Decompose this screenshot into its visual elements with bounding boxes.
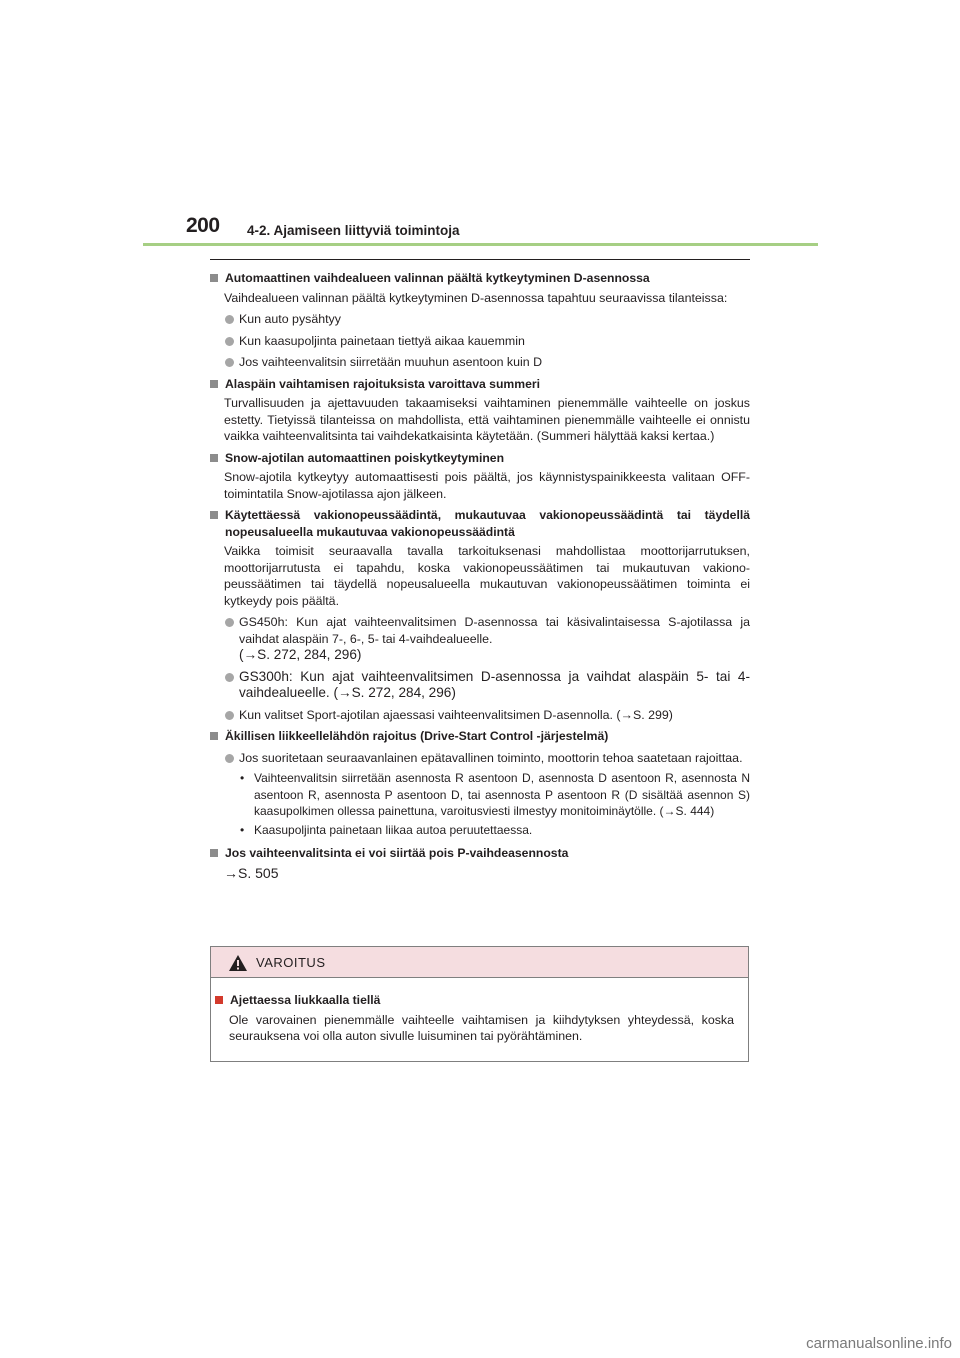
list-item-text: Kun auto pysähtyy bbox=[239, 312, 341, 326]
section-heading bbox=[210, 845, 750, 862]
warning-triangle-icon bbox=[228, 954, 248, 972]
content-rule bbox=[210, 259, 750, 260]
list-item-text: Kun kaasupoljinta painetaan tiettyä aikaa kauemmin bbox=[239, 333, 525, 348]
list-item-text: GS300h: Kun ajat vaihteenvalitsimen D-asennossa ja vaihdat alaspäin 5- tai 4-vaihdealueelle. (→S. 272, 284, 296) bbox=[239, 668, 750, 700]
list-item-text: Jos suoritetaan seuraavanlainen epätavallinen toiminto, moottorin tehoa saatetaan rajoittaa. bbox=[239, 750, 743, 765]
footer-watermark: carmanualsonline.info bbox=[806, 1335, 952, 1352]
sub-list-item bbox=[210, 822, 750, 839]
section-heading bbox=[210, 450, 750, 467]
warning-heading bbox=[215, 992, 734, 1009]
section-heading bbox=[210, 507, 750, 540]
sub-list-item-text: Vaihteenvalitsin siirretään asennosta R asentoon D, asennosta D asentoon R, asennosta N asentoon R, asennosta P asentoon D, tai asennosta P asentoon R (D sisältää asennon S) kaasupolkimen ollessa painettuna, varoitusviesti ilmestyy monitoiminäytölle. (→S. 444) bbox=[254, 771, 750, 818]
section-heading-text: Snow-ajotilan automaattinen poiskytkeytyminen bbox=[225, 450, 505, 465]
list-item bbox=[210, 354, 750, 371]
sub-bullet-icon: • bbox=[240, 771, 245, 785]
sub-bullet-icon: • bbox=[240, 822, 245, 837]
square-bullet-icon bbox=[210, 380, 218, 388]
sub-list-item-text: Kaasupoljinta painetaan liikaa autoa peruutettaessa. bbox=[254, 822, 533, 837]
bullet-dot-icon bbox=[225, 711, 234, 720]
section-heading-text: Käytettäessä vakionopeussäädintä, mukautuvaa vakionopeussäädintä tai täydellä nopeusalueella mukautuvaa vakionopeussäädintä bbox=[225, 508, 750, 539]
bullet-dot-icon bbox=[225, 754, 234, 763]
section-heading-text: Äkillisen liikkeellelähdön rajoitus (Drive-Start Control -järjestelmä) bbox=[225, 729, 609, 743]
bullet-dot-icon bbox=[225, 337, 234, 346]
list-item bbox=[210, 614, 750, 664]
page-reference: →S. 505 bbox=[224, 864, 279, 881]
list-item bbox=[210, 311, 750, 328]
section-text: Snow-ajotila kytkeytyy automaattisesti pois päältä, jos käynnistyspainikkeesta valitaan OFF-toimintatila Snow-ajotilassa ajon jälkeen. bbox=[224, 470, 750, 501]
section-heading bbox=[210, 270, 750, 287]
header-rule bbox=[143, 243, 818, 246]
section-text: Vaihdealueen valinnan päältä kytkeytyminen D-asennossa tapahtuu seuraavissa tilanteissa: bbox=[224, 290, 728, 305]
main-content bbox=[210, 270, 750, 881]
square-bullet-icon bbox=[210, 274, 218, 282]
list-item bbox=[210, 669, 750, 702]
bullet-dot-icon bbox=[225, 358, 234, 367]
bullet-dot-icon bbox=[225, 618, 234, 627]
list-item bbox=[210, 707, 750, 724]
page-number: 200 bbox=[186, 214, 220, 237]
section-heading-text: Automaattinen vaihdealueen valinnan päältä kytkeytyminen D-asennossa bbox=[225, 271, 650, 285]
list-item bbox=[210, 333, 750, 350]
warning-box bbox=[210, 946, 749, 1062]
section-text: Turvallisuuden ja ajettavuuden takaamiseksi vaihtaminen pienemmälle vaihteelle on joskus estetty. Tietyissä tilanteissa on mahdollista, että vaihtaminen pienemmälle vaihteelle ei onnistu vaikka vaihteenvalitsinta tai vaihdekatkaisinta käytetään. (Summeri hälyttää kaksi kertaa.) bbox=[224, 396, 750, 443]
warning-heading-text: Ajettaessa liukkaalla tiellä bbox=[230, 993, 381, 1007]
section-title: 4-2. Ajamiseen liittyviä toimintoja bbox=[247, 223, 460, 238]
list-item-text: GS450h: Kun ajat vaihteenvalitsimen D-asennossa tai käsivalintaisessa S-ajotilassa ja vaihdat alaspäin 7-, 6-, 5- tai 4-vaihdealueelle. bbox=[239, 615, 750, 646]
red-square-bullet-icon bbox=[215, 996, 223, 1004]
section-heading bbox=[210, 728, 750, 745]
square-bullet-icon bbox=[210, 511, 218, 519]
section-text: Vaikka toimisit seuraavalla tavalla tarkoituksenasi mahdollistaa moottorijarrutuksen, moottorijarrutusta ei tapahdu, koska vakionopeussäätimen tai mukautuvan vakionopeussäätimen tai täydellä nopeusalueella mukautuvan vakionopeussäätimen toiminta ei kytkeydy pois päältä. bbox=[224, 544, 750, 608]
bullet-dot-icon bbox=[225, 315, 234, 324]
section-heading bbox=[210, 376, 750, 393]
warning-body bbox=[211, 978, 748, 1045]
warning-header bbox=[211, 947, 748, 978]
list-item-text: Kun valitset Sport-ajotilan ajaessasi vaihteenvalitsimen D-asennolla. (→S. 299) bbox=[239, 707, 673, 722]
square-bullet-icon bbox=[210, 732, 218, 740]
list-item bbox=[210, 750, 750, 767]
list-item-text: Jos vaihteenvalitsin siirretään muuhun asentoon kuin D bbox=[239, 355, 543, 369]
warning-text: Ole varovainen pienemmälle vaihteelle vaihtamisen ja kiihdytyksen yhteydessä, koska seurauksena voi olla auton sivulle luisuminen tai pyörähtäminen. bbox=[229, 1012, 734, 1043]
bullet-dot-icon bbox=[225, 673, 234, 682]
page-reference: (→S. 272, 284, 296) bbox=[239, 647, 362, 662]
square-bullet-icon bbox=[210, 849, 218, 857]
warning-title: VAROITUS bbox=[256, 955, 326, 970]
section-heading-text: Jos vaihteenvalitsinta ei voi siirtää pois P-vaihdeasennosta bbox=[225, 846, 569, 860]
section-heading-text: Alaspäin vaihtamisen rajoituksista varoittava summeri bbox=[225, 376, 540, 391]
sub-list-item bbox=[210, 770, 750, 820]
square-bullet-icon bbox=[210, 454, 218, 462]
